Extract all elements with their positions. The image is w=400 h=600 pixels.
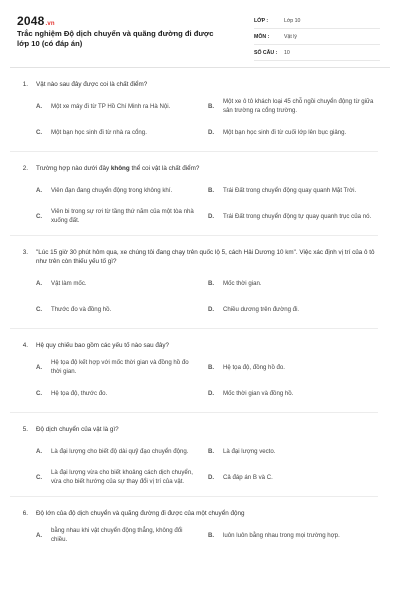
option-c[interactable] [36,296,208,322]
question-text: Độ dịch chuyển của vật là gì? [36,426,119,433]
option-letter: A. [36,279,43,287]
option-text: Thước đo và đồng hồ. [51,305,112,313]
option-letter: A. [36,447,43,455]
question-text-part: Trường hợp nào dưới đây [36,165,111,172]
question-number: 3. [22,249,28,256]
question-text: "Lúc 15 giờ 30 phút hôm qua, xe chúng tôi đang chạy trên quốc lộ 5, cách Hải Dương 10 km". Việc xác định vị trí của ô tô như trên còn thiếu yếu tố gì? [36,249,375,265]
option-letter: B. [208,447,215,455]
meta-row-class [254,13,380,29]
option-letter: D. [208,389,215,397]
page-title: Trắc nghiệm Độ dịch chuyển và quãng đường đi được lớp 10 (có đáp án) [17,29,214,48]
option-a[interactable] [36,177,208,203]
option-letter: D. [208,128,215,136]
option-text: Một xe ô tô khách loại 45 chỗ ngồi chuyển động từ giữa sân trường ra cổng trường. [223,98,374,114]
option-c[interactable] [36,119,208,145]
question-text-emphasis: không [110,165,130,172]
option-d[interactable] [208,296,388,322]
option-d[interactable] [208,380,388,406]
option-letter: C. [36,212,43,220]
question-number: 4. [22,342,28,349]
option-b[interactable] [208,522,388,548]
option-b[interactable] [208,270,388,296]
option-text: Một xe máy đi từ TP Hồ Chí Minh ra Hà Nội. [51,102,171,110]
option-text: Viên bi trong sự rơi từ tầng thứ năm của một tòa nhà xuống đất. [51,208,194,224]
option-b[interactable] [208,177,388,203]
option-text: Trái Đất trong chuyển động tự quay quanh trục của nó. [223,212,372,220]
question-5 [0,413,400,497]
meta-key: LỚP : [254,17,269,24]
question-number: 2. [22,165,28,172]
option-a[interactable] [36,438,208,464]
question-text: Hệ quy chiếu bao gồm các yếu tố nào sau đây? [36,342,170,349]
meta-value: 10 [284,49,290,56]
option-text: Mốc thời gian. [223,279,262,287]
option-text: Mốc thời gian và đồng hồ. [223,389,294,397]
meta-key: MÔN : [254,33,270,40]
option-b[interactable] [208,93,388,119]
question-4 [0,329,400,413]
question-list [0,68,400,548]
option-letter: B. [208,279,215,287]
question-text-part: thể coi vật là chất điểm? [129,165,200,172]
question-number: 1. [22,81,28,88]
option-letter: B. [208,186,215,194]
meta-key: SỐ CÂU : [254,49,278,56]
option-text: Một bạn học sinh đi từ nhà ra cổng. [51,128,147,136]
meta-table [254,13,380,61]
logo-main: 2048 [17,14,45,28]
option-letter: A. [36,186,43,194]
meta-value: Lớp 10 [284,17,301,24]
option-d[interactable] [208,464,388,490]
option-letter: C. [36,305,43,313]
option-text: Chiều dương trên đường đi. [223,305,300,313]
option-letter: C. [36,128,43,136]
meta-value: Vật lý [284,33,297,40]
option-text: Viên đạn đang chuyển động trong không khí. [51,186,173,194]
option-text: bằng nhau khi vật chuyển động thẳng, không đổi chiều. [51,527,183,543]
option-a[interactable] [36,93,208,119]
option-a[interactable] [36,270,208,296]
option-text: luôn luôn bằng nhau trong mọi trường hợp. [223,531,340,539]
option-text: Là đại lượng vecto. [223,447,276,455]
site-logo[interactable] [17,14,55,28]
option-letter: D. [208,473,215,481]
option-text: Hệ tọa độ kết hợp với mốc thời gian và đồng hồ đo thời gian. [51,359,189,375]
meta-row-count [254,45,380,61]
option-b[interactable] [208,438,388,464]
option-text: Cả đáp án B và C. [223,473,273,481]
option-letter: B. [208,363,215,371]
question-3 [0,236,400,329]
option-c[interactable] [36,203,208,229]
option-letter: A. [36,102,43,110]
header [0,0,400,64]
option-text: Hệ tọa độ, đồng hồ đo. [223,363,286,371]
option-c[interactable] [36,464,208,490]
option-a[interactable] [36,354,208,380]
option-d[interactable] [208,119,388,145]
option-letter: C. [36,389,43,397]
question-text: Độ lớn của độ dịch chuyển và quãng đường đi được của một chuyển động [36,510,245,517]
option-c[interactable] [36,380,208,406]
option-text: Hệ tọa độ, thước đo. [51,389,108,397]
option-letter: A. [36,363,43,371]
question-6 [0,497,400,548]
option-text: Là đại lượng cho biết độ dài quỹ đạo chuyển động. [51,447,189,455]
question-1 [0,68,400,152]
option-a[interactable] [36,522,208,548]
question-2 [0,152,400,236]
option-letter: D. [208,305,215,313]
option-b[interactable] [208,354,388,380]
question-text: Vật nào sau đây được coi là chất điểm? [36,81,148,88]
option-text: Là đại lượng vừa cho biết khoảng cách dịch chuyển, vừa cho biết hướng của sự thay đổi vị trí của vật. [51,469,193,485]
option-d[interactable] [208,203,388,229]
logo-tld: .vn [45,21,55,27]
question-number: 6. [22,510,28,517]
option-letter: D. [208,212,215,220]
option-letter: A. [36,531,43,539]
question-text [36,164,388,173]
option-text: Vật làm mốc. [51,279,87,287]
option-text: Một bạn học sinh đi từ cuối lớp lên bục giảng. [223,128,347,136]
option-letter: C. [36,473,43,481]
option-text: Trái Đất trong chuyển động quay quanh Mặt Trời. [223,186,357,194]
meta-row-subject [254,29,380,45]
option-letter: B. [208,102,215,110]
option-letter: B. [208,531,215,539]
question-number: 5. [22,426,28,433]
